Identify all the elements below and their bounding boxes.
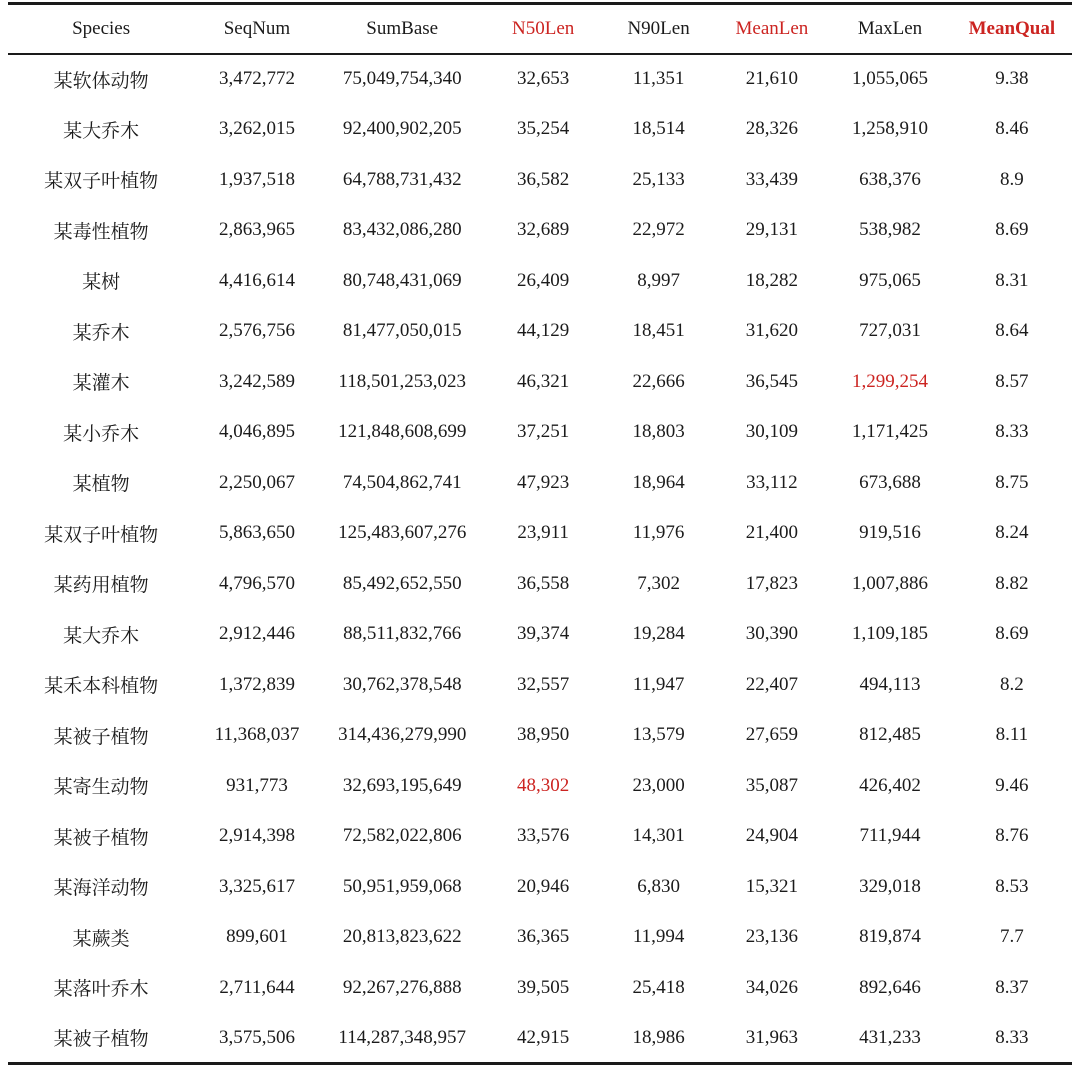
value-cell: 8.37 xyxy=(995,976,1029,998)
value-cell: 18,964 xyxy=(632,471,685,493)
value-cell: 314,436,279,990 xyxy=(338,724,467,746)
value-cell: 3,262,015 xyxy=(218,118,295,140)
table-row xyxy=(8,912,1072,963)
table-row xyxy=(8,811,1072,862)
table-row xyxy=(8,660,1072,711)
species-cell: 某灌木 xyxy=(72,373,130,395)
value-cell: 17,823 xyxy=(745,572,799,594)
value-cell: 3,242,589 xyxy=(218,370,295,392)
table-row xyxy=(8,508,1072,559)
column-header-n90len: N90Len xyxy=(602,4,716,54)
value-cell: 29,131 xyxy=(745,219,799,241)
table-row xyxy=(8,609,1072,660)
column-header-seqnum: SeqNum xyxy=(194,4,320,54)
value-cell: 5,863,650 xyxy=(218,522,295,544)
value-cell: 23,136 xyxy=(745,926,799,948)
value-cell: 11,994 xyxy=(632,926,685,948)
value-cell: 114,287,348,957 xyxy=(338,1026,466,1048)
value-cell: 48,302 xyxy=(517,774,570,796)
value-cell: 6,830 xyxy=(637,875,680,897)
value-cell: 19,284 xyxy=(632,623,685,645)
value-cell: 8.33 xyxy=(995,1026,1029,1048)
value-cell: 812,485 xyxy=(859,724,921,746)
table-row xyxy=(8,407,1072,458)
species-cell: 某落叶乔木 xyxy=(53,979,149,1001)
value-cell: 25,418 xyxy=(632,976,685,998)
value-cell: 1,299,254 xyxy=(852,370,928,392)
value-cell: 1,007,886 xyxy=(852,572,928,594)
value-cell: 8.53 xyxy=(995,875,1029,897)
value-cell: 92,400,902,205 xyxy=(342,118,462,140)
value-cell: 23,911 xyxy=(517,522,569,544)
value-cell: 32,689 xyxy=(517,219,570,241)
value-cell: 8,997 xyxy=(637,269,680,291)
value-cell: 31,963 xyxy=(745,1026,799,1048)
column-header-sumbase: SumBase xyxy=(320,4,485,54)
value-cell: 2,576,756 xyxy=(218,320,295,342)
value-cell: 18,986 xyxy=(632,1026,685,1048)
value-cell: 11,351 xyxy=(632,68,685,90)
value-cell: 7,302 xyxy=(637,572,680,594)
value-cell: 9.38 xyxy=(995,68,1029,90)
species-cell: 某植物 xyxy=(72,474,130,496)
species-cell: 某毒性植物 xyxy=(53,221,149,243)
value-cell: 8.24 xyxy=(995,522,1029,544)
table-row xyxy=(8,710,1072,761)
value-cell: 28,326 xyxy=(745,118,799,140)
species-stats-table xyxy=(8,2,1072,1065)
value-cell: 13,579 xyxy=(632,724,685,746)
value-cell: 329,018 xyxy=(859,875,921,897)
value-cell: 18,451 xyxy=(632,320,685,342)
value-cell: 92,267,276,888 xyxy=(342,976,462,998)
species-cell: 某禾本科植物 xyxy=(44,676,159,698)
value-cell: 33,439 xyxy=(745,168,799,190)
value-cell: 24,904 xyxy=(745,825,799,847)
value-cell: 8.31 xyxy=(995,269,1029,291)
value-cell: 3,575,506 xyxy=(218,1026,295,1048)
species-cell: 某被子植物 xyxy=(53,726,149,748)
value-cell: 18,803 xyxy=(632,421,685,443)
table-body xyxy=(8,54,1072,1064)
value-cell: 33,576 xyxy=(517,825,570,847)
table-row xyxy=(8,54,1072,105)
value-cell: 819,874 xyxy=(859,926,921,948)
table-header xyxy=(8,4,1072,54)
species-cell: 某乔木 xyxy=(72,322,130,344)
column-header-n50len: N50Len xyxy=(485,4,602,54)
species-cell: 某树 xyxy=(82,272,121,294)
value-cell: 638,376 xyxy=(859,168,921,190)
value-cell: 2,863,965 xyxy=(218,219,295,241)
value-cell: 2,912,446 xyxy=(218,623,295,645)
table-row xyxy=(8,155,1072,206)
table-row xyxy=(8,205,1072,256)
value-cell: 46,321 xyxy=(517,370,570,392)
table-row xyxy=(8,256,1072,307)
value-cell: 35,087 xyxy=(745,774,799,796)
species-cell: 某蕨类 xyxy=(72,928,130,950)
value-cell: 36,365 xyxy=(517,926,570,948)
value-cell: 7.7 xyxy=(999,926,1024,948)
value-cell: 26,409 xyxy=(517,269,570,291)
value-cell: 494,113 xyxy=(859,673,921,695)
value-cell: 1,109,185 xyxy=(852,623,928,645)
value-cell: 72,582,022,806 xyxy=(342,825,462,847)
value-cell: 32,653 xyxy=(517,68,570,90)
value-cell: 37,251 xyxy=(517,421,570,443)
value-cell: 22,666 xyxy=(632,370,685,392)
value-cell: 2,250,067 xyxy=(218,471,295,493)
column-header-species: Species xyxy=(8,4,194,54)
species-cell: 某被子植物 xyxy=(53,1029,149,1050)
species-cell: 某双子叶植物 xyxy=(44,524,159,546)
value-cell: 15,321 xyxy=(745,875,799,897)
value-cell: 85,492,652,550 xyxy=(342,572,462,594)
value-cell: 8.76 xyxy=(995,825,1029,847)
species-cell: 某大乔木 xyxy=(63,120,140,142)
column-header-meanlen: MeanLen xyxy=(716,4,829,54)
value-cell: 538,982 xyxy=(859,219,921,241)
species-cell: 某大乔木 xyxy=(63,625,140,647)
value-cell: 44,129 xyxy=(517,320,570,342)
table-row xyxy=(8,761,1072,812)
value-cell: 39,374 xyxy=(517,623,570,645)
value-cell: 20,946 xyxy=(517,875,570,897)
value-cell: 2,914,398 xyxy=(218,825,295,847)
table-row xyxy=(8,559,1072,610)
table-head-row xyxy=(8,4,1072,54)
value-cell: 4,796,570 xyxy=(218,572,295,594)
value-cell: 31,620 xyxy=(745,320,799,342)
value-cell: 21,610 xyxy=(745,68,799,90)
table-row xyxy=(8,862,1072,913)
value-cell: 931,773 xyxy=(226,774,288,796)
value-cell: 8.69 xyxy=(995,219,1029,241)
species-cell: 某寄生动物 xyxy=(53,777,149,799)
value-cell: 36,582 xyxy=(517,168,570,190)
value-cell: 1,372,839 xyxy=(218,673,295,695)
table-row xyxy=(8,1013,1072,1064)
value-cell: 11,368,037 xyxy=(214,724,300,746)
value-cell: 88,511,832,766 xyxy=(343,623,462,645)
value-cell: 8.33 xyxy=(995,421,1029,443)
species-cell: 某小乔木 xyxy=(63,423,140,445)
value-cell: 80,748,431,069 xyxy=(342,269,462,291)
value-cell: 39,505 xyxy=(517,976,570,998)
table-row xyxy=(8,104,1072,155)
value-cell: 81,477,050,015 xyxy=(342,320,462,342)
value-cell: 2,711,644 xyxy=(219,976,295,998)
value-cell: 20,813,823,622 xyxy=(342,926,462,948)
value-cell: 8.46 xyxy=(995,118,1029,140)
species-cell: 某海洋动物 xyxy=(53,878,149,900)
value-cell: 42,915 xyxy=(517,1026,570,1048)
value-cell: 34,026 xyxy=(745,976,799,998)
value-cell: 22,407 xyxy=(745,673,799,695)
value-cell: 36,545 xyxy=(745,370,799,392)
value-cell: 18,282 xyxy=(745,269,799,291)
value-cell: 38,950 xyxy=(517,724,570,746)
value-cell: 1,258,910 xyxy=(852,118,928,140)
value-cell: 4,046,895 xyxy=(218,421,295,443)
value-cell: 74,504,862,741 xyxy=(342,471,462,493)
value-cell: 27,659 xyxy=(745,724,799,746)
value-cell: 121,848,608,699 xyxy=(338,421,467,443)
value-cell: 8.11 xyxy=(995,724,1029,746)
value-cell: 426,402 xyxy=(859,774,921,796)
value-cell: 22,972 xyxy=(632,219,685,241)
value-cell: 8.82 xyxy=(995,572,1029,594)
species-cell: 某药用植物 xyxy=(53,575,149,597)
species-cell: 某被子植物 xyxy=(53,827,149,849)
value-cell: 975,065 xyxy=(859,269,921,291)
value-cell: 33,112 xyxy=(746,471,798,493)
value-cell: 118,501,253,023 xyxy=(338,370,466,392)
value-cell: 64,788,731,432 xyxy=(342,168,462,190)
species-cell: 某软体动物 xyxy=(53,70,149,92)
value-cell: 8.69 xyxy=(995,623,1029,645)
value-cell: 36,558 xyxy=(517,572,570,594)
value-cell: 21,400 xyxy=(745,522,799,544)
value-cell: 30,390 xyxy=(745,623,799,645)
value-cell: 11,947 xyxy=(632,673,685,695)
table-row xyxy=(8,357,1072,408)
value-cell: 1,171,425 xyxy=(852,421,928,443)
value-cell: 8.75 xyxy=(995,471,1029,493)
value-cell: 11,976 xyxy=(632,522,685,544)
value-cell: 35,254 xyxy=(517,118,570,140)
value-cell: 14,301 xyxy=(632,825,685,847)
value-cell: 23,000 xyxy=(632,774,685,796)
table-row xyxy=(8,963,1072,1014)
value-cell: 18,514 xyxy=(632,118,685,140)
value-cell: 9.46 xyxy=(995,774,1029,796)
value-cell: 30,109 xyxy=(745,421,799,443)
value-cell: 3,325,617 xyxy=(218,875,295,897)
value-cell: 919,516 xyxy=(859,522,921,544)
value-cell: 8.2 xyxy=(999,673,1024,695)
column-header-maxlen: MaxLen xyxy=(828,4,951,54)
value-cell: 25,133 xyxy=(632,168,685,190)
value-cell: 47,923 xyxy=(517,471,570,493)
value-cell: 1,055,065 xyxy=(852,68,928,90)
value-cell: 32,557 xyxy=(517,673,570,695)
table-row xyxy=(8,458,1072,509)
value-cell: 75,049,754,340 xyxy=(342,68,462,90)
value-cell: 32,693,195,649 xyxy=(342,774,462,796)
value-cell: 727,031 xyxy=(859,320,921,342)
column-header-meanqual: MeanQual xyxy=(952,4,1072,54)
value-cell: 83,432,086,280 xyxy=(342,219,462,241)
value-cell: 8.64 xyxy=(995,320,1029,342)
value-cell: 1,937,518 xyxy=(218,168,295,190)
value-cell: 30,762,378,548 xyxy=(342,673,462,695)
value-cell: 8.57 xyxy=(995,370,1029,392)
value-cell: 3,472,772 xyxy=(218,68,295,90)
table-row xyxy=(8,306,1072,357)
value-cell: 899,601 xyxy=(226,926,288,948)
value-cell: 431,233 xyxy=(859,1026,921,1048)
value-cell: 8.9 xyxy=(999,168,1024,190)
value-cell: 673,688 xyxy=(859,471,921,493)
value-cell: 711,944 xyxy=(859,825,921,847)
value-cell: 4,416,614 xyxy=(218,269,295,291)
value-cell: 125,483,607,276 xyxy=(338,522,467,544)
value-cell: 50,951,959,068 xyxy=(342,875,462,897)
value-cell: 892,646 xyxy=(859,976,921,998)
species-cell: 某双子叶植物 xyxy=(44,171,159,193)
